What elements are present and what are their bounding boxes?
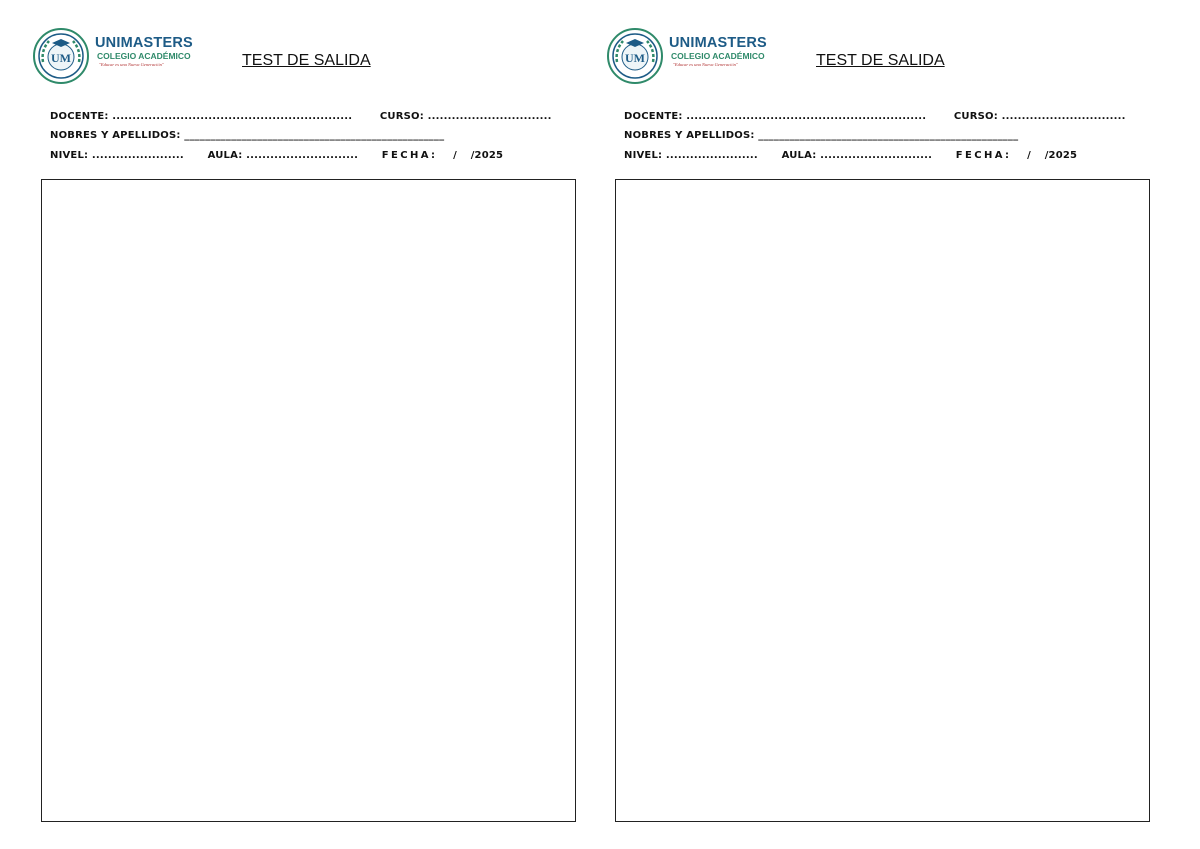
teacher-course-row [624, 111, 1126, 122]
answer-area[interactable] [41, 179, 576, 822]
logo-motto: "Educar es una Nueva Generación" [99, 62, 164, 67]
school-seal-icon [33, 28, 89, 84]
logo-school-name: UNIMASTERS [95, 35, 193, 51]
nivel-field[interactable]: NIVEL: ....................... [50, 150, 184, 161]
test-title: TEST DE SALIDA [242, 52, 371, 69]
school-logo [607, 28, 767, 86]
logo-school-subtitle: COLEGIO ACADÉMICO [97, 51, 191, 61]
student-name-row [624, 130, 1018, 141]
logo-school-subtitle: COLEGIO ACADÉMICO [671, 51, 765, 61]
test-sheet-left [0, 0, 574, 849]
svg-text:UM: UM [625, 51, 645, 65]
answer-area[interactable] [615, 179, 1150, 822]
student-name-field[interactable]: NOBRES Y APELLIDOS: __________________________________________________ [50, 130, 445, 141]
school-logo [33, 28, 193, 86]
fecha-separator: / [1027, 150, 1032, 161]
fecha-separator: / [453, 150, 458, 161]
logo-school-name: UNIMASTERS [669, 35, 767, 51]
docente-field[interactable]: DOCENTE: ............................................................ [50, 111, 353, 122]
level-room-date-row [624, 150, 1077, 161]
curso-field[interactable]: CURSO: ............................... [953, 111, 1126, 122]
fecha-year: /2025 [1044, 150, 1078, 161]
curso-field[interactable]: CURSO: ............................... [379, 111, 552, 122]
aula-field[interactable]: AULA: ............................ [781, 150, 933, 161]
school-seal-icon [607, 28, 663, 84]
student-name-row [50, 130, 444, 141]
test-sheet-right [574, 0, 1148, 849]
teacher-course-row [50, 111, 552, 122]
nivel-field[interactable]: NIVEL: ....................... [624, 150, 758, 161]
svg-text:UM: UM [51, 51, 71, 65]
aula-field[interactable]: AULA: ............................ [207, 150, 359, 161]
fecha-year: /2025 [470, 150, 504, 161]
student-name-field[interactable]: NOBRES Y APELLIDOS: __________________________________________________ [624, 130, 1019, 141]
logo-motto: "Educar es una Nueva Generación" [673, 62, 738, 67]
test-title: TEST DE SALIDA [816, 52, 945, 69]
level-room-date-row [50, 150, 503, 161]
fecha-label: FECHA: [381, 150, 438, 161]
fecha-label: FECHA: [955, 150, 1012, 161]
docente-field[interactable]: DOCENTE: ............................................................ [624, 111, 927, 122]
